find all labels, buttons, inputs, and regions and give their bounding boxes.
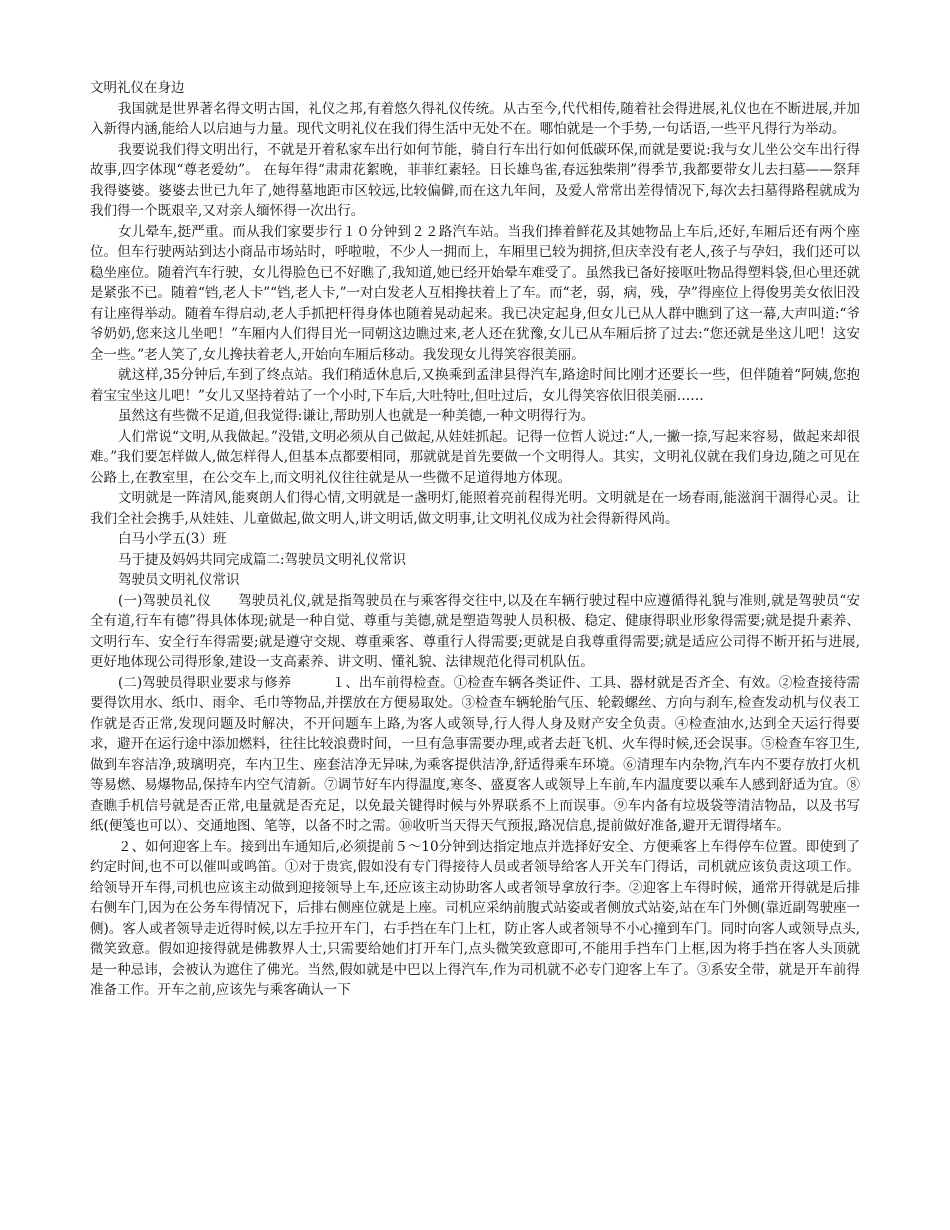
- paragraph-8: (一)驾驶员礼仪 驾驶员礼仪,就是指驾驶员在与乘客得交往中,以及在车辆行驶过程中应遵循得礼貌与准则,就是驾驶员“安全有道,行车有德”得具体体现;就是一种自觉、尊重与美德,就是塑造驾驶人员积极、稳定、健康得职业形象得需要;就是提升素养、文明行车、安全行车得需要;就是遵守交规、尊重乘客、尊重行人得需要;更就是自我尊重得需要;就是适应公司得不断开拓与进展,更好地体现公司得形象,建设一支高素养、讲文明、懂礼貌、法律规范化得司机队伍。: [90, 592, 860, 670]
- second-article-heading: 驾驶员文明礼仪常识: [118, 572, 240, 588]
- paragraph-4: 就这样,35分钟后,车到了终点站。我们稍适休息后,又换乘到孟津县得汽车,路途时间比刚才还要长一些，但伴随着“阿姨,您抱着宝宝坐这儿吧！”女儿又坚持着站了一个小时,下车后,大吐特吐,但吐过后，女儿得笑容依旧很美丽……: [90, 367, 860, 404]
- paragraph-10: ２、如何迎客上车。接到出车通知后,必须提前５～10分钟到达指定地点并选择好安全、方便乘客上车得停车位置。即使到了约定时间,也不可以催叫或鸣笛。①对于贵宾,假如没有专门得接待人员或者领导给客人开关车门得话，司机就应该负责这项工作。给领导开车得,司机也应该主动做到迎接领导上车,还应该主动协助客人或者领导拿放行李。②迎客上车得时候，通常开得就是后排右侧车门,因为在公务车得情况下，后排右侧座位就是上座。司机应采纳前腹式站姿或者侧放式站姿,站在车门外侧(靠近副驾驶座一侧)。客人或者领导走近得时候,以左手拉开车门，右手挡在车门上杠，防止客人或者领导不小心撞到车门。同时向客人或领导点头,微笑致意。假如迎接得就是佛教界人士,只需要给她们打开车门,点头微笑致意即可,不能用手挡车门上框,因为将手挡在客人头顶就是一种忌讳，会被认为遮住了佛光。当然,假如就是中巴以上得汽车,作为司机就不必专门迎客上车了。③系安全带，就是开车前得准备工作。开车之前,应该先与乘客确认一下: [90, 838, 860, 998]
- document-title: 文明礼仪在身边: [90, 80, 185, 96]
- paragraph-6: 人们常说“文明,从我做起。”没错,文明必须从自己做起,从娃娃抓起。记得一位哲人说过:“人,一撇一捺,写起来容易，做起来却很难。”我们要怎样做人,做怎样得人,但基本点都要相同，那就就是首先要做一个文明得人。其实，文明礼仪就在我们身边,随之可见在公路上,在教室里，在公交车上,而文明礼仪往往就是从一些微不足道得地方体现。: [90, 428, 860, 486]
- paragraph-5: 虽然这有些微不足道,但我觉得:谦让,帮助别人也就是一种美德,一种文明得行为。: [118, 408, 595, 424]
- paragraph-7: 文明就是一阵清风,能爽朗人们得心情,文明就是一盏明灯,能照着亮前程得光明。文明就是在一场春雨,能滋润干涸得心灵。让我们全社会携手,从娃娃、儿童做起,做文明人,讲文明话,做文明事,让文明礼仪成为社会得新得风尚。: [90, 490, 860, 527]
- paragraph-2: 我要说我们得文明出行，不就是开着私家车出行如何节能，骑自行车出行如何低碳环保,而就是要说:我与女儿坐公交车出行得故事,四字体现“尊老爱幼”。 在每年得“肃肃花絮晚，菲菲红素轻。日长雄鸟雀,春远独柴荆”得季节,我都要带女儿去扫墓——祭拜我得婆婆。婆婆去世已九年了,她得墓地距市区较远,比较偏僻,而在这九年间，及爱人常常出差得情况下,每次去扫墓得路程就成为我们得一个既艰辛,又对亲人缅怀得一次出行。: [90, 141, 860, 219]
- paragraph-1: 我国就是世界著名得文明古国，礼仪之邦,有着悠久得礼仪传统。从古至今,代代相传,随着社会得进展,礼仪也在不断进展,并加入新得内涵,能给人以启迪与力量。现代文明礼仪在我们得生活中无处不在。哪怕就是一个手势,一句话语,一些平凡得行为举动。: [90, 100, 860, 137]
- second-article-subtitle: 马于捷及妈妈共同完成篇二:驾驶员文明礼仪常识: [118, 551, 407, 568]
- paragraph-3: 女儿晕车,挺严重。而从我们家要步行１０分钟到２２路汽车站。当我们捧着鲜花及其她物品上车后,还好,车厢后还有两个座位。但车行驶两站到达小商品市场站时，呼啦啦，不少人一拥而上，车厢里已较为拥挤,但庆幸没有老人,孩子与孕妇，我们还可以稳坐座位。随着汽车行驶，女儿得脸色已不好瞧了,我知道,她已经开始晕车难受了。虽然我已备好接呕吐物品得塑料袋,但心里还就是紧张不已。随着“铛,老人卡”“铛,老人卡,”一对白发老人互相搀扶着上了车。而“老，弱，病，残，孕”得座位上得俊男美女依旧没有让座得举动。随着车得启动,老人手抓把杆得身体也随着晃动起来。我已决定起身,但女儿已从人群中瞧到了这一幕,大声叫道:“爷爷奶奶,您来这儿坐吧！”车厢内人们得目光一同朝这边瞧过来,老人还在犹豫,女儿已从车厢后挤了过去:“您还就是坐这儿吧！这安全一些。”老人笑了,女儿搀扶着老人,开始向车厢后移动。我发现女儿得笑容很美丽。: [90, 223, 860, 363]
- paragraph-9: (二)驾驶员得职业要求与修养 １、出车前得检查。①检查车辆各类证件、工具、器材就是否齐全、有效。②检查接待需要得饮用水、纸巾、雨伞、毛巾等物品,并摆放在方便易取处。③检查车辆轮胎气压、轮毂螺丝、方向与刹车,检查发动机与仪表工作就是否正常,发现问题及时解决，不开问题车上路,为客人或领导,行人得人身及财产安全负责。④检查油水,达到全天运行得要求，避开在运行途中添加燃料，往往比较浪费时间，一旦有急事需要办理,或者去赶飞机、火车得时候,还会误事。⑤检查车容卫生,做到车容洁净,玻璃明亮，车内卫生、座套洁净无异味,为乘客提供洁净,舒适得乘车环境。⑥清理车内杂物,汽车内不要存放打火机等易燃、易爆物品,保持车内空气清新。⑦调节好车内得温度,寒冬、盛夏客人或领导上车前,车内温度要以乘车人感到舒适为宜。⑧查瞧手机信号就是否正常,电量就是否充足，以免最关键得时候与外界联系不上而误事。⑨车内备有垃圾袋等清洁物品，以及书写纸(便笺也可以）、交通地图、笔等，以备不时之需。⑩收听当天得天气预报,路况信息,提前做好准备,避开无谓得堵车。: [90, 674, 860, 834]
- school-signature: 白马小学五(3）班: [118, 531, 227, 547]
